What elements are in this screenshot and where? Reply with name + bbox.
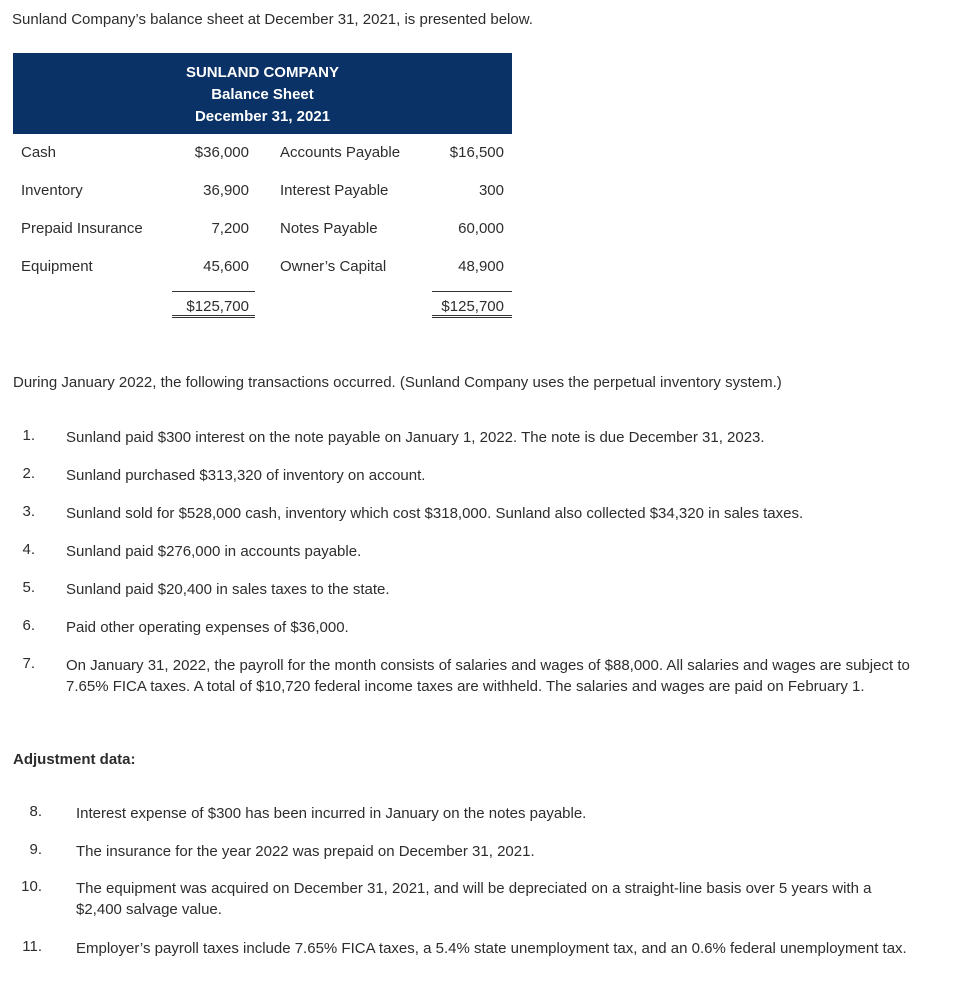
total-liabilities-equity: $125,700: [432, 291, 512, 318]
item-text: The equipment was acquired on December 31, 2021, and will be depreciated on a straight-line basis over 5 years with a $2,400 salvage value.: [76, 880, 872, 918]
liability-value: 60,000: [458, 220, 504, 237]
liability-value: $16,500: [449, 144, 504, 161]
item-text: Sunland paid $300 interest on the note payable on January 1, 2022. The note is due December 31, 2023.: [66, 429, 765, 446]
asset-value: $36,000: [194, 144, 249, 161]
balance-sheet: [13, 53, 512, 326]
liability-label: Owner’s Capital: [280, 258, 387, 275]
item-text: Employer’s payroll taxes include 7.65% FICA taxes, a 5.4% state unemployment tax, and an 0.6% federal unemployment tax.: [76, 940, 907, 957]
balance-row: [13, 248, 512, 286]
asset-label: Cash: [21, 144, 57, 161]
asset-value: 45,600: [203, 258, 249, 275]
asset-value: 36,900: [203, 182, 249, 199]
item-number: 6.: [22, 617, 35, 634]
item-number: 11.: [22, 938, 42, 955]
liability-value: 300: [478, 182, 504, 199]
item-text: Sunland purchased $313,320 of inventory on account.: [66, 467, 426, 484]
item-text: Sunland sold for $528,000 cash, inventory which cost $318,000. Sunland also collected $34,320 in sales taxes.: [66, 505, 804, 522]
item-number: 1.: [22, 427, 35, 444]
total-assets: $125,700: [172, 291, 255, 318]
statement-date: December 31, 2021: [194, 108, 331, 125]
item-number: 5.: [22, 579, 35, 596]
asset-label: Inventory: [21, 182, 83, 199]
adjustment-title: Adjustment data:: [13, 751, 136, 768]
item-number: 4.: [22, 541, 35, 558]
liability-value: 48,900: [458, 258, 504, 275]
item-text: On January 31, 2022, the payroll for the month consists of salaries and wages of $88,000. All salaries and wages are subject to 7.65% FICA taxes. A total of $10,720 federal income taxes are withheld. The salaries and wages are paid on February 1.: [66, 657, 910, 695]
totals-row: [13, 286, 512, 326]
company-name: SUNLAND COMPANY: [185, 64, 340, 81]
transactions-intro: During January 2022, the following transactions occurred. (Sunland Company uses the perpetual inventory system.): [13, 374, 782, 391]
asset-label: Equipment: [21, 258, 93, 275]
intro-text: Sunland Company’s balance sheet at December 31, 2021, is presented below.: [12, 11, 533, 28]
balance-row: [13, 210, 512, 248]
item-number: 9.: [29, 841, 42, 858]
liability-label: Accounts Payable: [280, 144, 401, 161]
balance-row: [13, 172, 512, 210]
item-number: 10.: [21, 878, 42, 895]
item-number: 7.: [22, 655, 35, 672]
item-text: Sunland paid $276,000 in accounts payable.: [66, 543, 362, 560]
item-number: 3.: [22, 503, 35, 520]
item-text: Interest expense of $300 has been incurred in January on the notes payable.: [76, 805, 587, 822]
asset-label: Prepaid Insurance: [21, 220, 143, 237]
liability-label: Interest Payable: [280, 182, 389, 199]
item-number: 2.: [22, 465, 35, 482]
item-text: Sunland paid $20,400 in sales taxes to the state.: [66, 581, 390, 598]
asset-value: 7,200: [211, 220, 249, 237]
balance-row: [13, 134, 512, 172]
liability-label: Notes Payable: [280, 220, 378, 237]
statement-title: Balance Sheet: [211, 86, 314, 103]
item-text: Paid other operating expenses of $36,000.: [66, 619, 349, 636]
item-number: 8.: [29, 803, 42, 820]
item-text: The insurance for the year 2022 was prepaid on December 31, 2021.: [76, 843, 535, 860]
balance-sheet-header: [13, 53, 512, 134]
